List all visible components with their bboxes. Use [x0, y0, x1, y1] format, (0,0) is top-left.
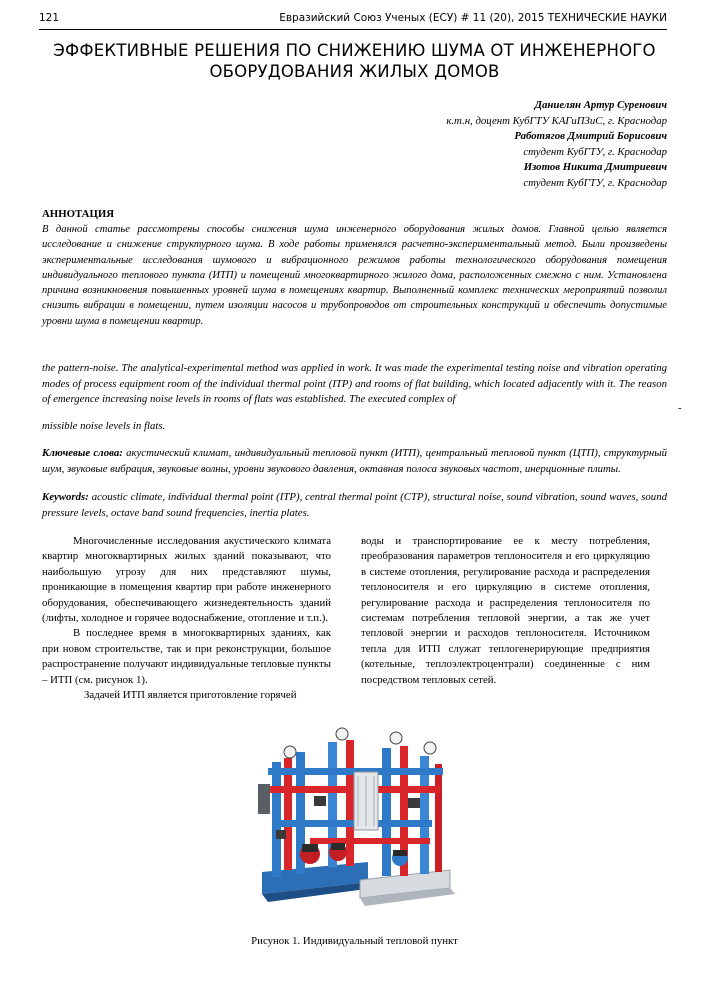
author-name: Изотов Никита Дмитриевич	[523, 161, 667, 173]
abstract-en-part2: missible noise levels in flats.	[42, 420, 166, 432]
title-line-2: ОБОРУДОВАНИЯ ЖИЛЫХ ДОМОВ	[209, 62, 500, 81]
body-paragraph: Многочисленные исследования акустического климата квартир многоквартирных жилых зданий показывают, что наибольшую угрозу для них представляют шумы, проникающие в помещения квартир при работе инженерного оборудования, обеспечивающего жизнедеятельность зданий (лифты, холодное и горячее водоснабжение, отопление и т.п.).	[42, 535, 331, 625]
abstract-en-dash: -	[678, 403, 682, 414]
page-number: 121	[39, 12, 60, 24]
itp-equipment-illustration	[250, 712, 460, 922]
author-affiliation: студент КубГТУ, г. Краснодар	[523, 145, 667, 158]
author-name: Работягов Дмитрий Борисович	[514, 130, 667, 142]
body-paragraph: Задачей ИТП является приготовление горячей	[84, 689, 297, 702]
article-title	[30, 40, 679, 82]
author-affiliation: к.т.н, доцент КубГТУ КАГиПЗиС, г. Краснодар	[446, 114, 667, 127]
header-rule	[39, 29, 667, 30]
figure-itp-photo	[250, 712, 460, 922]
author-affiliation: студент КубГТУ, г. Краснодар	[523, 176, 667, 189]
authors-block	[247, 98, 667, 191]
title-line-1: ЭФФЕКТИВНЫЕ РЕШЕНИЯ ПО СНИЖЕНИЮ ШУМА ОТ ИНЖЕНЕРНОГО	[53, 41, 656, 60]
keywords-en	[42, 490, 667, 521]
keywords-en-label: Keywords:	[42, 491, 89, 503]
body-paragraph: воды и транспортирование ее к месту потребления, преобразования параметров теплоносителя и его циркуляцию в системе отопления, регулирование расхода и распределения теплоносителя и его циркуляцию в системе отопления, регулирование расхода и распределения теплоносителя по системам потребления тепловой энергии, а так же учет тепловой энергии и расходов теплоносителя. Источником тепла для ИТП служат теплогенерирующие предприятия (котельные, теплоэлектроцентрали) соединенные с ним посредством тепловых сетей.	[361, 535, 650, 686]
running-header	[39, 12, 667, 28]
figure-caption: Рисунок 1. Индивидуальный тепловой пункт	[251, 935, 458, 947]
body-column-left	[42, 534, 331, 703]
abstract-ru: В данной статье рассмотрены способы снижения шума инженерного оборудования жилых домов. Главной целью является исследование и снижение структурного шума. В ходе работы применялся расчетно-экспериментальный метод. Были произведены экспериментальные исследования шумового и вибрационного режимов работы технологического оборудования помещения индивидуального теплового пункта (ИТП) и помещений многоквартирного жилого дома, расположенных смежно с ним. Установлена причина возникновения повышенных уровней шума в помещениях квартир. Выполненный комплекс технических мероприятий позволил снизить вибрации в помещении, путем изоляции насосов и трубопроводов от строительных конструкций и обеспечить допустимые уровни шума в помещении квартир.	[42, 224, 667, 327]
body-paragraph: В последнее время в многоквартирных зданиях, как при новом строительстве, так и при реконструкции, большое распространение получают индивидуальные тепловые пункты – ИТП (см. рисунок 1).	[42, 627, 331, 686]
keywords-ru-text: акустический климат, индивидуальный тепловой пункт (ИТП), центральный тепловой пункт (ЦТП), структурный шум, звуковые вибрация, звуковые волны, уровни звукового давления, октавная полоса звуковых частот, инерционные плиты.	[42, 447, 667, 475]
abstract-heading: АННОТАЦИЯ	[42, 208, 115, 220]
keywords-ru	[42, 446, 667, 477]
author-name: Даниелян Артур Суренович	[534, 99, 667, 111]
body-column-right	[361, 534, 650, 688]
abstract-en-part1: the pattern-noise. The analytical-experimental method was applied in work. It was made the experimental testing noise and vibration operating modes of process equipment room of the individual thermal point (ITP) and rooms of flat building, which located adjacently with it. The reason of emergence increasing noise levels in rooms of flats was established. The executed complex of	[42, 362, 667, 405]
journal-title: Евразийский Союз Ученых (ЕСУ) # 11 (20), 2015 ТЕХНИЧЕСКИЕ НАУКИ	[279, 12, 667, 24]
keywords-en-text: acoustic climate, individual thermal point (ITP), central thermal point (CTP), structural noise, sound vibration, sound waves, sound pressure levels, octave band sound frequencies, inertia plates.	[42, 491, 667, 519]
keywords-ru-label: Ключевые слова:	[42, 447, 123, 459]
